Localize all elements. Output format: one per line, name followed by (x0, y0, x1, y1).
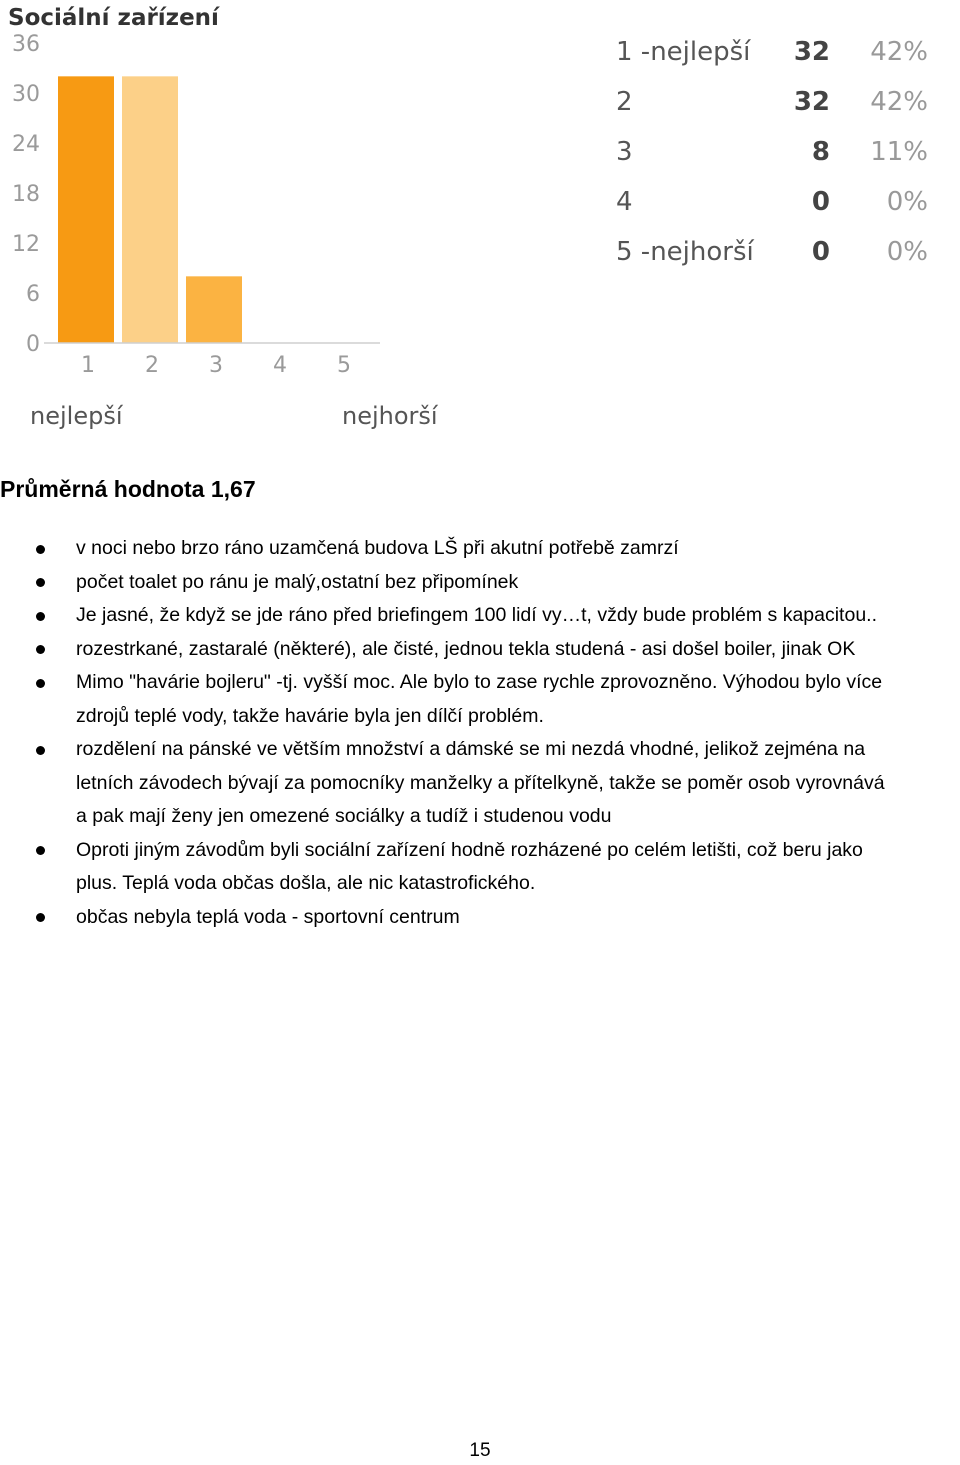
y-tick-label: 36 (12, 32, 40, 57)
page-number: 15 (469, 1440, 491, 1461)
y-tick-label: 18 (12, 182, 40, 207)
x-tick-label: 4 (273, 353, 287, 378)
comment-item (0, 733, 960, 834)
comment-item (0, 566, 960, 600)
legend-count: 0 (811, 237, 830, 267)
y-tick-label: 0 (26, 332, 40, 357)
legend-label: 5 -nejhorší (616, 237, 754, 267)
x-end-label-best: nejlepší (30, 402, 123, 430)
legend-label: 1 -nejlepší (616, 37, 751, 67)
comment-line: občas nebyla teplá voda - sportovní centrum (76, 905, 460, 928)
x-tick-label: 1 (81, 353, 95, 378)
x-tick-label: 2 (145, 353, 159, 378)
comment-line: a pak mají ženy jen omezené sociálky a tudíž i studenou vodu (76, 805, 612, 827)
legend-table (616, 37, 928, 267)
legend-count: 32 (793, 87, 830, 117)
legend-row (616, 137, 928, 167)
legend-row (616, 37, 928, 67)
comment-line: rozdělení na pánské ve větším množství a dámské se mi nezdá vhodné, jelikož zejména na (76, 738, 866, 760)
legend-percent: 0% (886, 237, 928, 267)
legend-label: 4 (616, 187, 633, 217)
comment-item (0, 666, 960, 733)
legend-row (616, 237, 928, 267)
chart-title: Sociální zařízení (8, 5, 219, 31)
legend-row (616, 187, 928, 217)
legend-row (616, 87, 928, 117)
comment-item (0, 633, 960, 667)
bars (58, 76, 242, 343)
comment-line: zdrojů teplé vody, takže havárie byla jen dílčí problém. (76, 704, 544, 727)
x-axis-ticks (81, 353, 351, 378)
comment-line: letních závodech bývají za pomocníky manželky a přítelkyně, takže se poměr osob vyrovnává (76, 771, 885, 794)
comments-list (0, 532, 960, 934)
comment-item (0, 901, 960, 935)
y-axis-ticks (12, 32, 40, 357)
comment-item (0, 532, 960, 566)
legend-label: 3 (616, 137, 633, 167)
y-tick-label: 12 (12, 232, 40, 257)
legend-percent: 0% (886, 187, 928, 217)
y-tick-label: 24 (12, 132, 40, 157)
bar-2 (122, 76, 178, 343)
bar-1 (58, 76, 114, 343)
comment-line: počet toalet po ránu je malý,ostatní bez připomínek (76, 570, 519, 593)
legend-label: 2 (616, 87, 633, 117)
x-tick-label: 5 (337, 353, 351, 378)
y-tick-label: 30 (12, 82, 40, 107)
x-end-label-worst: nejhorší (342, 402, 438, 430)
comment-line: v noci nebo brzo ráno uzamčená budova LŠ při akutní potřebě zamrzí (76, 537, 679, 559)
legend-percent: 42% (870, 87, 928, 117)
comment-line: rozestrkané, zastaralé (některé), ale čisté, jednou tekla studená - asi došel boiler, jinak OK (76, 637, 856, 660)
comment-line: Je jasné, že když se jde ráno před briefingem 100 lidí vy…t, vždy bude problém s kapacitou.. (76, 604, 878, 626)
legend-percent: 11% (870, 137, 928, 167)
chart (0, 0, 960, 440)
y-tick-label: 6 (26, 282, 40, 307)
comment-line: Mimo "havárie bojleru" -tj. vyšší moc. Ale bylo to zase rychle zprovozněno. Výhodou bylo více (76, 671, 883, 693)
x-tick-label: 3 (209, 353, 223, 378)
comment-line: plus. Teplá voda občas došla, ale nic katastrofického. (76, 872, 536, 894)
legend-count: 0 (811, 187, 830, 217)
legend-percent: 42% (870, 37, 928, 67)
comment-item (0, 599, 960, 633)
bar-3 (186, 276, 242, 343)
average-rating: Průměrná hodnota 1,67 (0, 476, 256, 502)
comment-line: Oproti jiným závodům byli sociální zařízení hodně rozházené po celém letišti, což beru jako (76, 838, 863, 861)
comment-item (0, 834, 960, 901)
legend-count: 8 (811, 137, 830, 167)
legend-count: 32 (793, 37, 830, 67)
